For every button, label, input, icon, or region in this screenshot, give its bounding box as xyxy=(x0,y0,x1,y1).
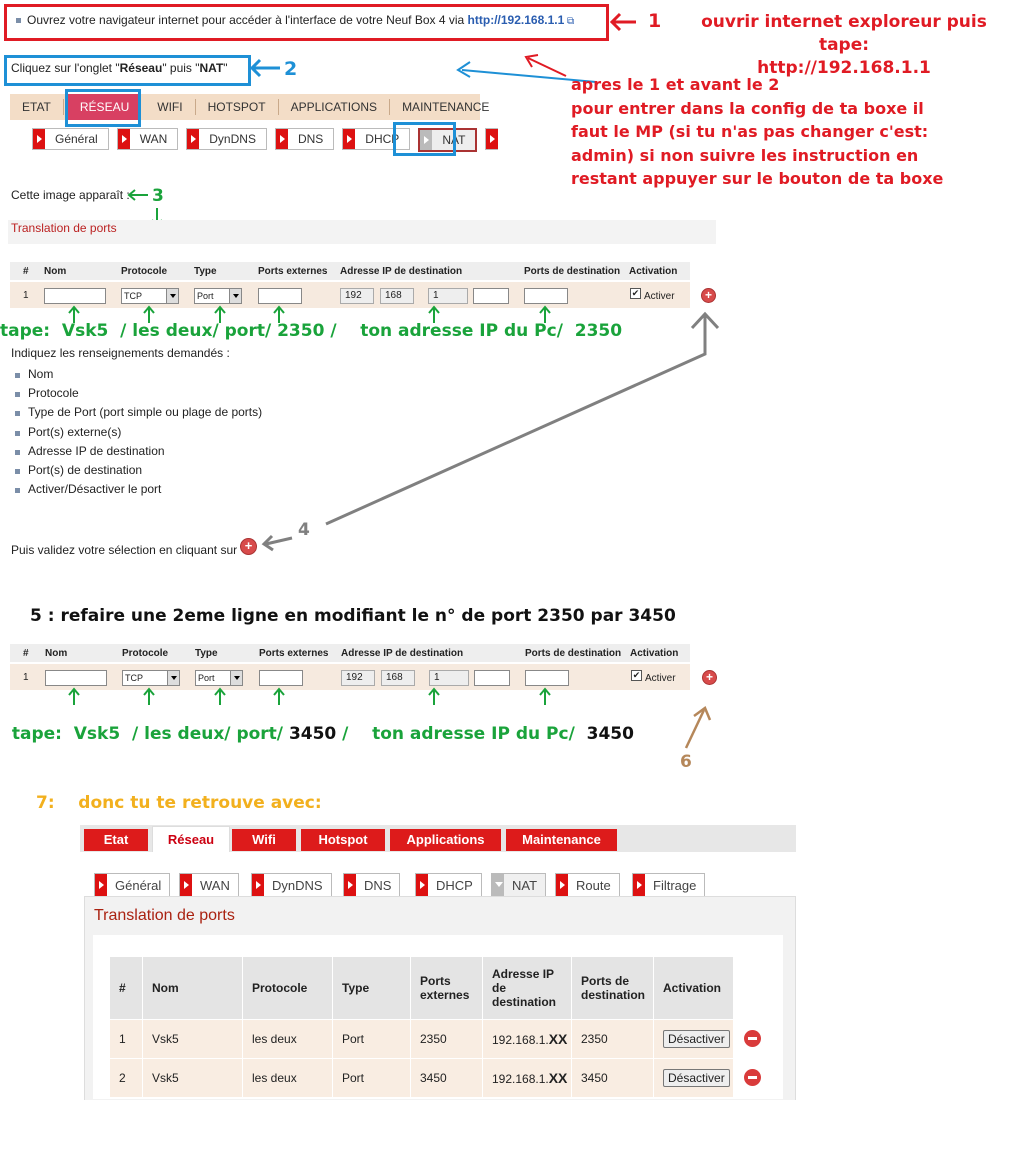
col-num: # xyxy=(23,648,29,659)
ip-octet-3[interactable]: 1 xyxy=(429,670,469,686)
cell-nom: Vsk5 xyxy=(143,1059,243,1098)
tab-etat[interactable]: ETAT xyxy=(10,99,64,115)
arrow-right-icon xyxy=(180,874,192,896)
new-ui-panel xyxy=(80,825,796,1099)
cell-ip: 192.168.1.XX xyxy=(483,1059,572,1098)
col-ports-dest: Ports de destination xyxy=(524,266,621,277)
col-ports-ext: Ports externes xyxy=(411,957,483,1020)
arrow-right-icon xyxy=(633,874,645,896)
ip-octet-1[interactable]: 192 xyxy=(341,670,375,686)
ip-octet-3[interactable]: 1 xyxy=(428,288,468,304)
activer-checkbox[interactable]: ✔ xyxy=(632,670,641,680)
arrow-3-icon xyxy=(126,188,150,202)
protocol-select[interactable]: TCP xyxy=(121,288,179,304)
col-ports-ext: Ports externes xyxy=(259,648,329,659)
col-activation: Activation xyxy=(654,957,734,1020)
arrow-right-icon xyxy=(486,129,498,149)
arrow-right-icon xyxy=(95,874,107,896)
nom-input[interactable] xyxy=(45,670,107,686)
marker-4: 4 xyxy=(298,520,310,540)
type-select[interactable]: Port xyxy=(194,288,242,304)
subtab-wan[interactable]: WAN xyxy=(117,128,179,150)
tab-wifi[interactable]: Wifi xyxy=(232,829,296,851)
subtab-dns[interactable]: DNS xyxy=(275,128,334,150)
cell-ip: 192.168.1.XX xyxy=(483,1020,572,1059)
tab-etat[interactable]: Etat xyxy=(84,829,148,851)
bullet xyxy=(16,18,21,23)
col-ip: Adresse IP de destination xyxy=(341,648,464,659)
subtab-nat[interactable]: NAT xyxy=(491,873,546,897)
activer-checkbox[interactable]: ✔ xyxy=(631,288,640,298)
add-button-example: + xyxy=(240,538,257,555)
fields-intro: Indiquez les renseignements demandés : xyxy=(11,346,230,360)
ports-ext-input[interactable] xyxy=(259,670,303,686)
tab-maintenance[interactable]: MAINTENANCE xyxy=(402,100,490,114)
cell-num: 2 xyxy=(110,1059,143,1098)
desactiver-button[interactable]: Désactiver xyxy=(663,1069,730,1087)
ports-ext-input[interactable] xyxy=(258,288,302,304)
subtab-filtrage[interactable]: Filtrage xyxy=(632,873,705,897)
arrow-1-icon xyxy=(608,10,638,34)
subtab-nat[interactable]: NAT xyxy=(418,128,477,152)
subtab-general[interactable]: Général xyxy=(32,128,109,150)
cell-num: 1 xyxy=(110,1020,143,1059)
col-nom: Nom xyxy=(143,957,243,1020)
table-row xyxy=(110,1020,734,1059)
row-num: 1 xyxy=(23,672,29,683)
arrow-4-icon xyxy=(260,532,294,552)
tab-hotspot[interactable]: Hotspot xyxy=(301,829,385,851)
subtab-general[interactable]: Général xyxy=(94,873,170,897)
subtab-dhcp[interactable]: DHCP xyxy=(415,873,482,897)
cell-dest: 2350 xyxy=(572,1020,654,1059)
ip-octet-4-input[interactable] xyxy=(474,670,510,686)
marker-6: 6 xyxy=(680,752,692,772)
field-item: Adresse IP de destination xyxy=(10,444,262,463)
col-activation: Activation xyxy=(629,266,678,277)
chevron-down-icon xyxy=(230,671,242,685)
col-ports-ext: Ports externes xyxy=(258,266,328,277)
cell-ext: 2350 xyxy=(411,1020,483,1059)
subtab-wan[interactable]: WAN xyxy=(179,873,239,897)
subtab-route[interactable]: Route xyxy=(555,873,620,897)
activer-label: Activer xyxy=(644,291,675,302)
tab-hotspot[interactable]: HOTSPOT xyxy=(196,99,279,115)
reseau-highlight xyxy=(65,89,141,127)
col-protocole: Protocole xyxy=(243,957,333,1020)
cell-type: Port xyxy=(333,1059,411,1098)
arrow-right-icon xyxy=(344,874,356,896)
ports-dest-input[interactable] xyxy=(525,670,569,686)
field-item: Port(s) de destination xyxy=(10,463,262,482)
ip-octet-2[interactable]: 168 xyxy=(380,288,414,304)
arrow-red-icon xyxy=(520,52,570,80)
arrow-right-icon xyxy=(556,874,568,896)
login-note: apres le 1 et avant le 2 pour entrer dans la config de ta boxe il faut le MP (si tu n'as pas changer c'est: admin) si non suivre les instruction en restant appuyer sur le bouton de ta boxe xyxy=(571,75,944,188)
step5-text: 5 : refaire une 2eme ligne en modifiant le n° de port 2350 par 3450 xyxy=(30,606,676,626)
chevron-down-icon xyxy=(492,874,504,896)
cell-protocole: les deux xyxy=(243,1020,333,1059)
tab-reseau[interactable]: Réseau xyxy=(152,826,230,853)
desactiver-button[interactable]: Désactiver xyxy=(663,1030,730,1048)
arrow-right-icon xyxy=(276,129,288,149)
add-button[interactable]: + xyxy=(702,670,717,685)
col-protocole: Protocole xyxy=(121,266,168,277)
col-num: # xyxy=(110,957,143,1020)
field-item: Nom xyxy=(10,367,262,386)
step1-note: ouvrir internet exploreur puis tape: http://192.168.1.1 xyxy=(701,12,987,78)
step4-text: Puis validez votre sélection en cliquant sur xyxy=(11,543,238,557)
col-ip: Adresse IP de destination xyxy=(340,266,463,277)
box-url-link[interactable]: http://192.168.1.1 xyxy=(467,13,565,27)
arrow-right-icon xyxy=(252,874,264,896)
tab-wifi[interactable]: WIFI xyxy=(145,99,195,115)
col-nom: Nom xyxy=(44,266,67,277)
marker-1: 1 xyxy=(648,10,662,32)
protocol-select[interactable]: TCP xyxy=(122,670,180,686)
col-protocole: Protocole xyxy=(122,648,169,659)
col-nom: Nom xyxy=(45,648,68,659)
subtab-dhcp[interactable]: DHCP xyxy=(342,128,410,150)
cell-activation xyxy=(654,1059,734,1098)
tab-applications[interactable]: APPLICATIONS xyxy=(279,99,390,115)
ip-octet-2[interactable]: 168 xyxy=(381,670,415,686)
tape-instruction-2: tape: Vsk5 / les deux/ port/ 3450 / ton adresse IP du Pc/ 3450 xyxy=(11,724,634,744)
nat-highlight xyxy=(393,122,456,156)
subtab-dyndns[interactable]: DynDNS xyxy=(186,128,267,150)
subtab-dyndns[interactable]: DynDNS xyxy=(251,873,332,897)
cell-dest: 3450 xyxy=(572,1059,654,1098)
result-table xyxy=(110,957,734,1097)
arrow-2-icon xyxy=(248,57,282,79)
arrow-right-icon xyxy=(416,874,428,896)
new-section-title: Translation de ports xyxy=(94,907,235,924)
activer-label: Activer xyxy=(645,673,676,684)
field-item: Port(s) externe(s) xyxy=(10,425,262,444)
cell-activation xyxy=(654,1020,734,1059)
subtab-more[interactable] xyxy=(485,128,498,150)
form-table-2 xyxy=(10,644,690,692)
col-num: # xyxy=(23,266,29,277)
tape-instruction-1: tape: Vsk5 / les deux/ port/ 2350 / ton adresse IP du Pc/ 2350 xyxy=(0,321,623,341)
col-ports-dest: Ports de destination xyxy=(572,957,654,1020)
field-item: Type de Port (port simple ou plage de ports) xyxy=(10,405,262,424)
tab-applications[interactable]: Applications xyxy=(390,829,501,851)
type-select[interactable]: Port xyxy=(195,670,243,686)
arrow-right-icon xyxy=(343,129,355,149)
subtab-dns[interactable]: DNS xyxy=(343,873,400,897)
col-type: Type xyxy=(195,648,218,659)
arrow-right-icon xyxy=(33,129,45,149)
col-activation: Activation xyxy=(630,648,679,659)
col-ip: Adresse IP de destination xyxy=(483,957,572,1020)
tab-reseau[interactable]: RÉSEAU xyxy=(68,94,141,120)
table-header xyxy=(110,957,734,1020)
cell-type: Port xyxy=(333,1020,411,1059)
field-item: Activer/Désactiver le port xyxy=(10,482,262,501)
arrow-4-long-icon xyxy=(320,308,720,528)
step1-text: Ouvrez votre navigateur internet pour accéder à l'interface de votre Neuf Box 4 via http://192.168.1.1 ⧉ xyxy=(16,13,574,27)
ip-octet-4-input[interactable] xyxy=(473,288,509,304)
delete-row-2-icon[interactable] xyxy=(744,1069,761,1086)
section-title-old: Translation de ports xyxy=(11,221,117,235)
ports-dest-input[interactable] xyxy=(524,288,568,304)
external-link-icon: ⧉ xyxy=(564,16,575,27)
step3-text: Cette image apparaît : xyxy=(11,188,130,202)
marker-3: 3 xyxy=(152,186,164,206)
field-item: Protocole xyxy=(10,386,262,405)
arrow-right-icon xyxy=(187,129,199,149)
col-ports-dest: Ports de destination xyxy=(525,648,622,659)
marker-2: 2 xyxy=(284,58,298,80)
nom-input[interactable] xyxy=(44,288,106,304)
chevron-down-icon xyxy=(167,671,179,685)
arrow-6-icon xyxy=(680,704,716,750)
table-row xyxy=(110,1059,734,1098)
add-button[interactable]: + xyxy=(701,288,716,303)
cell-protocole: les deux xyxy=(243,1059,333,1098)
col-type: Type xyxy=(194,266,217,277)
chevron-down-icon xyxy=(166,289,178,303)
chevron-down-icon xyxy=(229,289,241,303)
cell-ext: 3450 xyxy=(411,1059,483,1098)
tab-maintenance[interactable]: Maintenance xyxy=(506,829,617,851)
arrow-right-icon xyxy=(118,129,130,149)
row-num: 1 xyxy=(23,290,29,301)
col-type: Type xyxy=(333,957,411,1020)
cell-nom: Vsk5 xyxy=(143,1020,243,1059)
step7-text: 7: donc tu te retrouve avec: xyxy=(36,793,322,813)
form-table-1 xyxy=(10,262,690,310)
delete-row-1-icon[interactable] xyxy=(744,1030,761,1047)
step2-text: Cliquez sur l'onglet "Réseau" puis "NAT" xyxy=(11,61,228,75)
ip-octet-1[interactable]: 192 xyxy=(340,288,374,304)
fields-list xyxy=(10,367,262,501)
